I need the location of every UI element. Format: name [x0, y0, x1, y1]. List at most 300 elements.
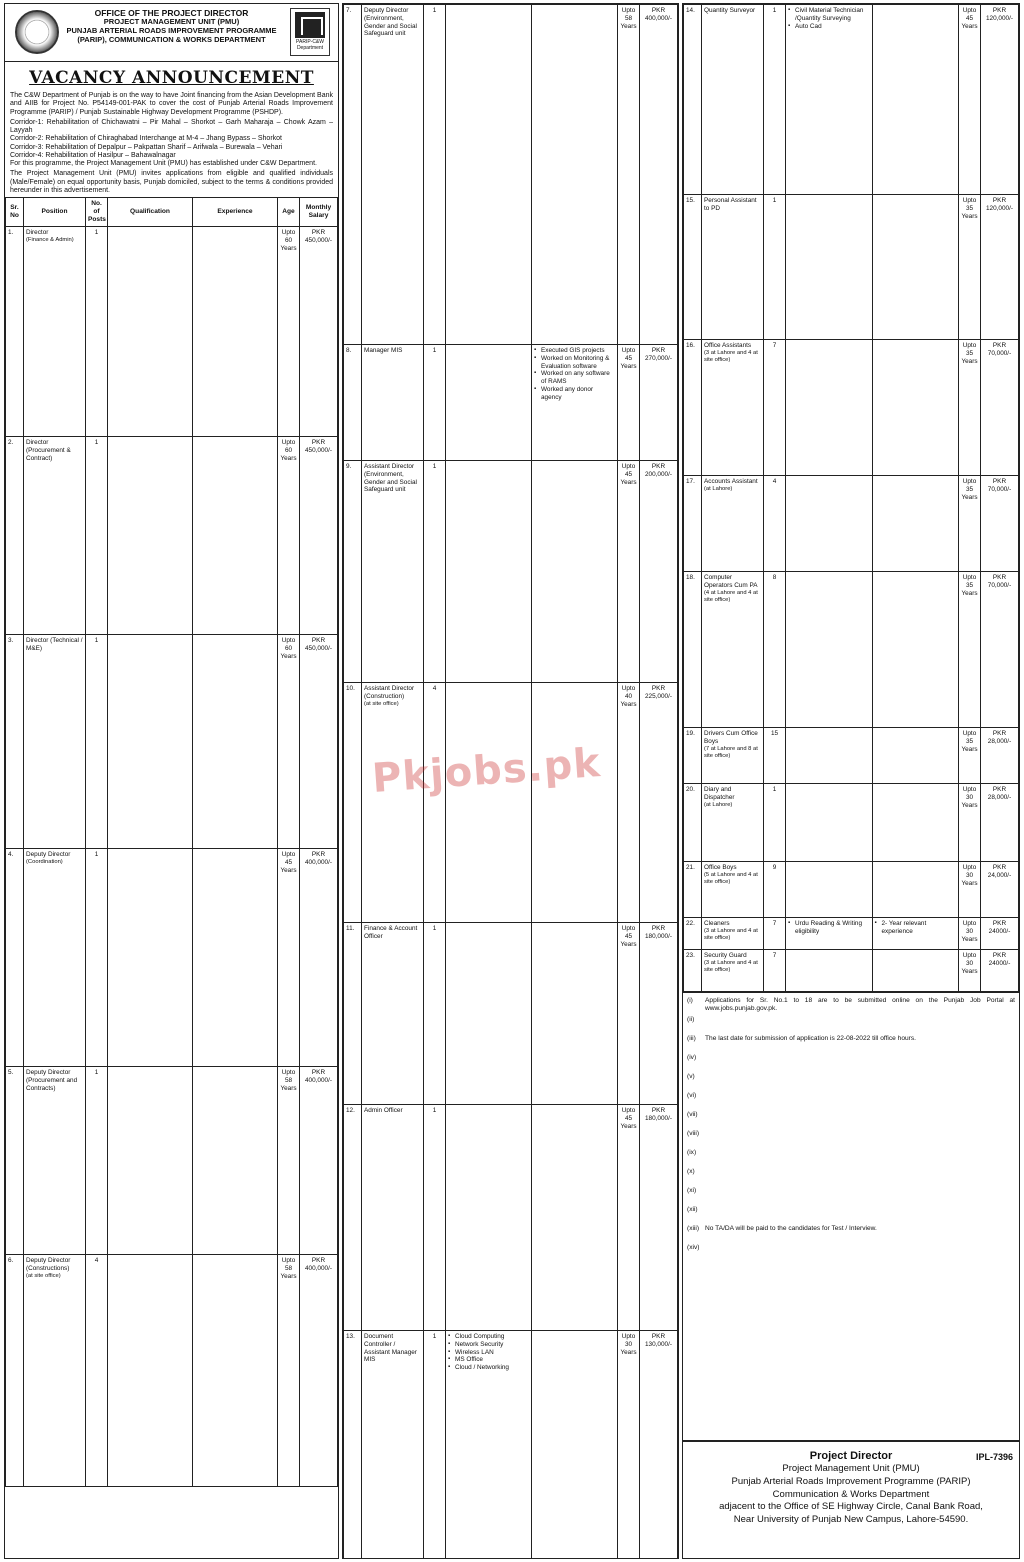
posts-count: 1: [432, 7, 437, 14]
monthly-salary: PKR 70,000/-: [987, 342, 1012, 357]
experience-item: ▪ Worked on Monitoring & Evaluation software: [534, 355, 615, 371]
column-right: [682, 3, 1020, 1559]
table-body: [344, 5, 678, 1559]
age-limit: Upto 35 Years: [961, 730, 978, 753]
position-title: Security Guard: [704, 952, 747, 959]
age-limit: Upto 30 Years: [620, 1333, 637, 1356]
age-cell: [959, 918, 981, 950]
table-row: [6, 635, 338, 849]
condition-item: [687, 1168, 1015, 1186]
corridor-2: Corridor-2: Rehabilitation of Chiraghabad Interchange at M-4 – Jhang Bypass – Shorkot: [10, 135, 282, 143]
posts-count: 9: [772, 864, 777, 871]
condition-item: [687, 1016, 1015, 1034]
salary-cell: [981, 195, 1019, 340]
sr-number: 13.: [346, 1333, 355, 1340]
age-cell: [278, 1067, 300, 1255]
age-cell: [278, 635, 300, 849]
qualification-item: ▪ Wireless LAN: [448, 1349, 529, 1357]
qualification-cell: [786, 195, 873, 340]
age-cell: [278, 227, 300, 437]
page-title: VACANCY ANNOUNCEMENT: [29, 68, 314, 88]
experience-cell: [193, 635, 278, 849]
condition-item: [687, 1244, 1015, 1262]
monthly-salary: PKR 200,000/-: [644, 463, 672, 478]
footer-line-2: Punjab Arterial Roads Improvement Programme (PARIP): [731, 1475, 971, 1487]
experience-cell: [532, 461, 618, 683]
qualification-cell: [446, 345, 532, 461]
condition-number: (xiii): [687, 1225, 700, 1232]
experience-cell: [193, 227, 278, 437]
sr-number: 18.: [686, 574, 695, 581]
experience-item: ▪ 2- Year relevant experience: [875, 920, 957, 936]
experience-cell: [532, 683, 618, 923]
age-cell: [618, 461, 640, 683]
age-cell: [959, 728, 981, 784]
corridor-4: Corridor-4: Rehabilitation of Hasilpur – Bahawalnagar: [10, 151, 176, 159]
ad-reference: IPL-7396: [975, 1452, 1013, 1462]
sr-number: 6.: [8, 1257, 14, 1265]
position-title: Diary and Dispatcher: [704, 786, 735, 801]
age-limit: Upto 45 Years: [961, 7, 978, 30]
condition-number: (x): [687, 1168, 695, 1175]
intro-paragraph: The C&W Department of Punjab is on the way to have Joint financing from the Asian Development Bank and AIIB for Project No. P54149-001-PAK to cover the cost of Punjab Arterial Roads Improvement Programme (PARIP) / Punjab Sustainable Highway Development Programme (PSHDP).: [10, 92, 333, 116]
sr-cell: [684, 572, 702, 728]
condition-number: (xii): [687, 1206, 698, 1213]
age-limit: Upto 45 Years: [280, 851, 297, 874]
position-cell: [24, 849, 86, 1067]
salary-cell: [981, 728, 1019, 784]
sr-number: 17.: [686, 478, 695, 485]
position-title: Office Boys: [704, 864, 737, 871]
posts-count: 15: [770, 730, 779, 737]
position-cell: [24, 1067, 86, 1255]
header-line-4: (PARIP), COMMUNICATION & WORKS DEPARTMENT: [77, 34, 266, 44]
salary-cell: [300, 1255, 338, 1487]
experience-cell: [532, 5, 618, 345]
age-cell: [278, 437, 300, 635]
sr-number: 5.: [8, 1069, 14, 1077]
table-row: [344, 461, 678, 683]
table-row: [6, 849, 338, 1067]
sr-number: 4.: [8, 851, 14, 859]
condition-text: The last date for submission of application is 22-08-2022 till office hours.: [705, 1035, 916, 1042]
qualification-cell: [786, 728, 873, 784]
position-title: Deputy Director (Procurement and Contracts): [26, 1069, 78, 1092]
position-title: Finance & Account Officer: [364, 925, 418, 940]
monthly-salary: PKR 120,000/-: [985, 197, 1013, 212]
salary-cell: [981, 784, 1019, 862]
header-line-2: PROJECT MANAGEMENT UNIT (PMU): [103, 17, 240, 27]
age-cell: [618, 1105, 640, 1331]
sr-number: 1.: [8, 229, 14, 237]
position-cell: [362, 345, 424, 461]
posts-cell: [764, 918, 786, 950]
salary-cell: [981, 862, 1019, 918]
position-cell: [702, 950, 764, 992]
header-posts: No. of Posts: [86, 198, 108, 227]
position-title: Quantity Surveyor: [704, 7, 756, 14]
position-location: (Finance & Admin): [26, 236, 74, 243]
age-cell: [959, 950, 981, 992]
age-limit: Upto 35 Years: [961, 574, 978, 597]
sr-cell: [6, 227, 24, 437]
monthly-salary: PKR 270,000/-: [644, 347, 672, 362]
qualification-cell: [446, 923, 532, 1105]
sr-number: 11.: [346, 925, 355, 932]
posts-count: 1: [432, 1333, 437, 1340]
qualification-cell: [108, 1067, 193, 1255]
condition-text: [705, 1073, 1015, 1091]
condition-text: Applications for Sr. No.1 to 18 are to be submitted online on the Punjab Job Portal at www.jobs.punjab.gov.pk.: [705, 997, 1015, 1013]
table-row: [344, 345, 678, 461]
table-row: [684, 340, 1019, 476]
sr-number: 22.: [686, 920, 695, 927]
age-limit: Upto 45 Years: [620, 347, 637, 370]
position-cell: [24, 437, 86, 635]
age-cell: [959, 784, 981, 862]
age-limit: Upto 58 Years: [280, 1069, 297, 1092]
posts-cell: [764, 728, 786, 784]
qualification-cell: [786, 340, 873, 476]
age-cell: [959, 862, 981, 918]
monthly-salary: PKR 24,000/-: [987, 864, 1012, 879]
table-body: [6, 227, 338, 1487]
salary-cell: [300, 1067, 338, 1255]
salary-cell: [640, 1331, 678, 1559]
condition-text: [705, 1054, 1015, 1072]
age-cell: [618, 683, 640, 923]
position-title: Document Controller / Assistant Manager MIS: [364, 1333, 417, 1364]
sr-cell: [344, 683, 362, 923]
age-limit: Upto 30 Years: [961, 864, 978, 887]
sr-cell: [684, 862, 702, 918]
monthly-salary: PKR 400,000/-: [304, 1069, 332, 1084]
experience-cell: [872, 950, 959, 992]
vacancy-table-1: [5, 197, 338, 1487]
sr-cell: [684, 728, 702, 784]
corridor-1: Corridor-1: Rehabilitation of Chichawatni – Pir Mahal – Shorkot – Garh Maharaja – Chowk Azam – Layyah: [10, 118, 333, 135]
sr-cell: [6, 437, 24, 635]
sr-number: 7.: [346, 7, 352, 14]
salary-cell: [300, 635, 338, 849]
condition-number: (v): [687, 1073, 695, 1080]
table-row: [684, 950, 1019, 992]
age-cell: [618, 345, 640, 461]
sr-number: 23.: [686, 952, 695, 959]
condition-number: (i): [687, 997, 693, 1004]
salary-cell: [300, 437, 338, 635]
posts-count: 1: [772, 7, 777, 14]
monthly-salary: PKR 70,000/-: [987, 478, 1012, 493]
table-row: [684, 572, 1019, 728]
age-limit: Upto 45 Years: [620, 925, 637, 948]
position-cell: [702, 862, 764, 918]
position-cell: [362, 1105, 424, 1331]
position-title: Accounts Assistant: [704, 478, 758, 485]
sr-number: 21.: [686, 864, 695, 871]
experience-item: ▪ Executed GIS projects: [534, 347, 615, 355]
qualification-cell: [786, 784, 873, 862]
sr-number: 10.: [346, 685, 355, 692]
sr-number: 15.: [686, 197, 695, 204]
condition-text: [705, 1149, 1015, 1167]
table-row: [684, 5, 1019, 195]
monthly-salary: PKR 28,000/-: [987, 730, 1012, 745]
condition-text: [705, 1016, 1015, 1034]
sr-number: 8.: [346, 347, 352, 354]
experience-item: ▪ Worked on any software of RAMS: [534, 370, 615, 386]
position-title: Director (Technical / M&E): [26, 637, 83, 652]
qualification-cell: [786, 862, 873, 918]
qualification-list: [788, 920, 870, 936]
sr-cell: [6, 1067, 24, 1255]
salary-cell: [300, 227, 338, 437]
monthly-salary: PKR 28,000/-: [987, 786, 1012, 801]
salary-cell: [981, 950, 1019, 992]
qualification-cell: [108, 849, 193, 1067]
age-cell: [278, 1255, 300, 1487]
experience-cell: [532, 923, 618, 1105]
sr-cell: [344, 923, 362, 1105]
age-limit: Upto 40 Years: [620, 685, 637, 708]
experience-cell: [872, 195, 959, 340]
sr-cell: [684, 784, 702, 862]
condition-text: [705, 1168, 1015, 1186]
posts-count: 7: [772, 342, 777, 349]
sr-cell: [684, 476, 702, 572]
intro-paragraph-2: For this programme, the Project Management Unit (PMU) has established under C&W Department.: [10, 160, 317, 168]
monthly-salary: PKR 24000/-: [988, 920, 1011, 935]
experience-cell: [872, 728, 959, 784]
table-row: [344, 5, 678, 345]
table-row: [344, 683, 678, 923]
position-location: (3 at Lahore and 4 at site office): [704, 959, 758, 973]
position-cell: [24, 227, 86, 437]
posts-cell: [86, 1067, 108, 1255]
sr-cell: [684, 195, 702, 340]
condition-number: (iii): [687, 1035, 696, 1042]
position-cell: [24, 635, 86, 849]
age-limit: Upto 35 Years: [961, 197, 978, 220]
condition-item: [687, 1073, 1015, 1091]
monthly-salary: PKR 130,000/-: [644, 1333, 672, 1348]
column-left: [4, 3, 339, 1559]
table-row: [344, 1105, 678, 1331]
position-cell: [702, 784, 764, 862]
posts-count: 1: [432, 463, 437, 470]
qualification-item: ▪ Network Security: [448, 1341, 529, 1349]
posts-cell: [764, 5, 786, 195]
monthly-salary: PKR 400,000/-: [304, 851, 332, 866]
position-location: (3 at Lahore and 4 at site office): [704, 927, 758, 941]
qualification-item: ▪ Cloud Computing: [448, 1333, 529, 1341]
salary-cell: [640, 345, 678, 461]
position-title: Office Assistants: [704, 342, 752, 349]
age-limit: Upto 45 Years: [620, 463, 637, 486]
position-title: Personal Assistant to PD: [704, 197, 757, 212]
header-line-1: OFFICE OF THE PROJECT DIRECTOR: [94, 8, 249, 18]
posts-count: 7: [772, 920, 777, 927]
posts-cell: [86, 1255, 108, 1487]
experience-cell: [532, 345, 618, 461]
posts-count: 1: [94, 439, 99, 447]
age-limit: Upto 58 Years: [280, 1257, 297, 1280]
condition-number: (vii): [687, 1111, 698, 1118]
position-location: (7 at Lahore and 8 at site office): [704, 745, 758, 759]
table-row: [344, 923, 678, 1105]
posts-cell: [424, 683, 446, 923]
condition-number: (ix): [687, 1149, 697, 1156]
salary-cell: [981, 918, 1019, 950]
vacancy-table-2: [343, 4, 678, 1559]
age-cell: [959, 5, 981, 195]
position-cell: [362, 461, 424, 683]
posts-count: 1: [772, 197, 777, 204]
table-row: [6, 1067, 338, 1255]
position-location: (at Lahore): [704, 485, 733, 492]
experience-cell: [193, 437, 278, 635]
table-row: [6, 227, 338, 437]
salary-cell: [640, 683, 678, 923]
posts-cell: [764, 862, 786, 918]
position-cell: [362, 1331, 424, 1559]
condition-number: (iv): [687, 1054, 697, 1061]
posts-cell: [424, 923, 446, 1105]
qualification-list: [788, 7, 870, 30]
table-row: [684, 476, 1019, 572]
qualification-cell: [446, 1105, 532, 1331]
position-location: (4 at Lahore and 4 at site office): [704, 589, 758, 603]
sr-cell: [684, 340, 702, 476]
table-row: [344, 1331, 678, 1559]
posts-count: 1: [94, 637, 99, 645]
posts-count: 1: [94, 851, 99, 859]
position-cell: [702, 572, 764, 728]
qualification-cell: [108, 227, 193, 437]
condition-number: (ii): [687, 1016, 695, 1023]
age-limit: Upto 35 Years: [961, 342, 978, 365]
position-title: Admin Officer: [364, 1107, 403, 1114]
vacancy-table-3: [683, 4, 1019, 992]
position-cell: [702, 340, 764, 476]
posts-cell: [424, 345, 446, 461]
age-limit: Upto 60 Years: [280, 637, 297, 660]
sr-cell: [684, 5, 702, 195]
age-limit: Upto 58 Years: [620, 7, 637, 30]
position-cell: [24, 1255, 86, 1487]
posts-cell: [764, 340, 786, 476]
qualification-item: ▪ Civil Material Technician /Quantity Surveying: [788, 7, 870, 23]
sr-cell: [344, 1331, 362, 1559]
posts-cell: [764, 195, 786, 340]
salary-cell: [640, 5, 678, 345]
age-limit: Upto 60 Years: [280, 229, 297, 252]
posts-count: 4: [432, 685, 437, 692]
age-cell: [618, 5, 640, 345]
age-limit: Upto 30 Years: [961, 952, 978, 975]
salary-cell: [640, 461, 678, 683]
sr-cell: [6, 1255, 24, 1487]
salary-cell: [981, 572, 1019, 728]
posts-cell: [764, 950, 786, 992]
footer-line-1: Project Management Unit (PMU): [782, 1462, 920, 1474]
header-qualification: Qualification: [108, 198, 193, 227]
experience-cell: [872, 572, 959, 728]
age-limit: Upto 30 Years: [961, 920, 978, 943]
header-line-3: PUNJAB ARTERIAL ROADS IMPROVEMENT PROGRAMME: [66, 25, 277, 35]
condition-text: [705, 1092, 1015, 1110]
salary-cell: [981, 5, 1019, 195]
age-cell: [618, 1331, 640, 1559]
experience-cell: [872, 476, 959, 572]
qualification-item: ▪ Urdu Reading & Writing eligibility: [788, 920, 870, 936]
qualification-cell: [108, 635, 193, 849]
posts-count: 1: [432, 347, 437, 354]
watermark: Pkjobs.pk: [370, 740, 603, 802]
sr-number: 3.: [8, 637, 14, 645]
salary-cell: [300, 849, 338, 1067]
parip-logo: [290, 8, 330, 56]
posts-count: 1: [772, 786, 777, 793]
signatory-title: Project Director: [809, 1450, 893, 1462]
salary-cell: [981, 340, 1019, 476]
posts-cell: [86, 635, 108, 849]
posts-cell: [764, 784, 786, 862]
qualification-cell: [108, 1255, 193, 1487]
intro: [5, 92, 338, 195]
position-title: Drivers Cum Office Boys: [704, 730, 758, 745]
experience-cell: [193, 1067, 278, 1255]
condition-item: [687, 1149, 1015, 1167]
government-emblem-logo: [15, 10, 59, 54]
posts-cell: [764, 572, 786, 728]
condition-text: [705, 1130, 1015, 1148]
condition-item: [687, 1054, 1015, 1072]
posts-cell: [424, 461, 446, 683]
age-cell: [618, 923, 640, 1105]
sr-cell: [344, 345, 362, 461]
position-title: Director: [26, 229, 49, 237]
experience-cell: [532, 1105, 618, 1331]
qualification-item: ▪ Auto Cad: [788, 23, 870, 31]
position-location: (at site office): [364, 700, 399, 707]
condition-item: [687, 997, 1015, 1015]
experience-cell: [872, 784, 959, 862]
terms-and-conditions: [683, 992, 1019, 1262]
experience-cell: [872, 918, 959, 950]
monthly-salary: PKR 450,000/-: [304, 637, 332, 652]
salary-cell: [640, 1105, 678, 1331]
header-sr: Sr. No: [6, 198, 24, 227]
age-cell: [278, 849, 300, 1067]
experience-item: ▪ Worked any donor agency: [534, 386, 615, 402]
parip-logo-text: PARIP-C&W Department: [296, 39, 324, 51]
table-row: [6, 437, 338, 635]
posts-count: 1: [94, 229, 99, 237]
monthly-salary: PKR 225,000/-: [644, 685, 672, 700]
sr-cell: [6, 849, 24, 1067]
qualification-cell: [786, 918, 873, 950]
experience-cell: [872, 5, 959, 195]
monthly-salary: PKR 70,000/-: [987, 574, 1012, 589]
sr-number: 9.: [346, 463, 352, 470]
sr-number: 16.: [686, 342, 695, 349]
sr-cell: [344, 1105, 362, 1331]
qualification-cell: [446, 5, 532, 345]
experience-cell: [193, 1255, 278, 1487]
position-title: Assistant Director (Construction): [364, 685, 415, 700]
monthly-salary: PKR 400,000/-: [644, 7, 672, 22]
